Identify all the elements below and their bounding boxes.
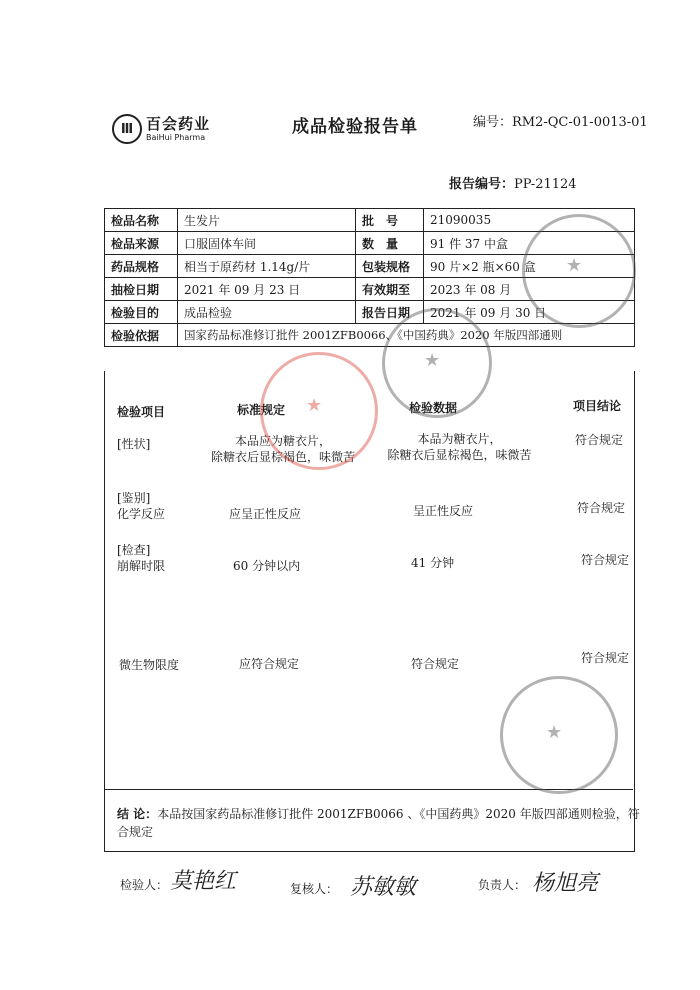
company-logo xyxy=(112,114,210,144)
reviewer-label: 复核人： xyxy=(290,882,339,896)
sample-date-label: 抽检日期 xyxy=(105,278,178,301)
row4-data: 符合规定 xyxy=(411,657,460,671)
row4-item: 微生物限度 xyxy=(119,658,180,672)
sample-date-value: 2021 年 09 月 23 日 xyxy=(178,278,356,301)
spec-value: 相当于原药材 1.14g/片 xyxy=(178,255,356,278)
logo-icon: Ⅲ xyxy=(112,114,142,144)
row3-category: [检查] xyxy=(117,543,151,557)
header-item: 检验项目 xyxy=(117,405,166,419)
row3-conclusion: 符合规定 xyxy=(581,553,630,567)
expiry-value: 2023 年 08 月 xyxy=(424,278,635,301)
conclusion-line2: 合规定 xyxy=(117,825,154,839)
packaging-value: 90 片×2 瓶×60 盒 xyxy=(424,255,635,278)
responsible-signature: 杨旭亮 xyxy=(532,871,599,896)
company-name-en: BaiHui Pharma xyxy=(146,132,206,142)
source-value: 口服固体车间 xyxy=(178,232,356,255)
document-code: 编号：RM2-QC-01-0013-01 xyxy=(473,115,648,130)
row3-data: 41 分钟 xyxy=(411,556,455,570)
batch-value: 21090035 xyxy=(424,209,635,232)
report-number-value: PP-21124 xyxy=(514,177,577,192)
row4-standard: 应符合规定 xyxy=(239,657,300,671)
row1-standard-line2: 除糖衣后显棕褐色，味微苦 xyxy=(210,450,355,464)
row2-category: [鉴别] xyxy=(117,491,151,505)
purpose-label: 检验目的 xyxy=(105,301,178,324)
header-standard: 标准规定 xyxy=(237,403,286,417)
conclusion-label: 结 论： xyxy=(117,807,158,821)
row4-conclusion: 符合规定 xyxy=(581,651,630,665)
report-date-label: 报告日期 xyxy=(356,301,424,324)
row2-item: 化学反应 xyxy=(117,507,166,521)
row2-conclusion: 符合规定 xyxy=(577,501,626,515)
batch-label: 批 号 xyxy=(356,209,424,232)
conclusion-text: 本品按国家药品标准修订批件 2001ZFB0066 、《中国药典》2020 年版四部通则检验，符 xyxy=(157,807,640,821)
basis-label: 检验依据 xyxy=(105,324,178,347)
quantity-label: 数 量 xyxy=(356,232,424,255)
report-number-label: 报告编号： xyxy=(449,177,515,192)
row1-data xyxy=(377,431,542,463)
header-data: 检验数据 xyxy=(409,401,458,415)
responsible-label: 负责人： xyxy=(478,878,527,892)
quantity-value: 91 件 37 中盒 xyxy=(424,232,635,255)
reviewer-signature: 苏敏敏 xyxy=(350,875,417,900)
row1-data-line2: 除糖衣后显棕褐色，味微苦 xyxy=(387,448,532,462)
inspector-signature: 莫艳红 xyxy=(170,869,237,894)
report-date-value: 2021 年 09 月 30 日 xyxy=(424,301,635,324)
expiry-label: 有效期至 xyxy=(356,278,424,301)
row2-data: 呈正性反应 xyxy=(413,504,474,518)
purpose-value: 成品检验 xyxy=(178,301,356,324)
row1-category: [性状] xyxy=(117,437,151,451)
inspector-label: 检验人： xyxy=(120,878,169,892)
row1-data-line1: 本品为糖衣片， xyxy=(417,432,502,446)
row3-standard: 60 分钟以内 xyxy=(233,559,301,573)
product-name-label: 检品名称 xyxy=(105,209,178,232)
company-name-cn: 百会药业 xyxy=(146,114,211,133)
basis-value: 国家药品标准修订批件 2001ZFB0066、《中国药典》2020 年版四部通则 xyxy=(178,324,635,347)
product-name-value: 生发片 xyxy=(178,209,356,232)
report-number xyxy=(449,173,577,192)
source-label: 检品来源 xyxy=(105,232,178,255)
spec-label: 药品规格 xyxy=(105,255,178,278)
row3-item: 崩解时限 xyxy=(117,559,166,573)
row1-conclusion: 符合规定 xyxy=(575,433,624,447)
packaging-label: 包装规格 xyxy=(356,255,424,278)
row2-standard: 应呈正性反应 xyxy=(229,507,302,521)
conclusion-line1 xyxy=(117,805,640,822)
header-conclusion: 项目结论 xyxy=(573,399,622,413)
document-title: 成品检验报告单 xyxy=(292,117,418,137)
row1-standard-line1: 本品应为糖衣片， xyxy=(234,434,331,448)
